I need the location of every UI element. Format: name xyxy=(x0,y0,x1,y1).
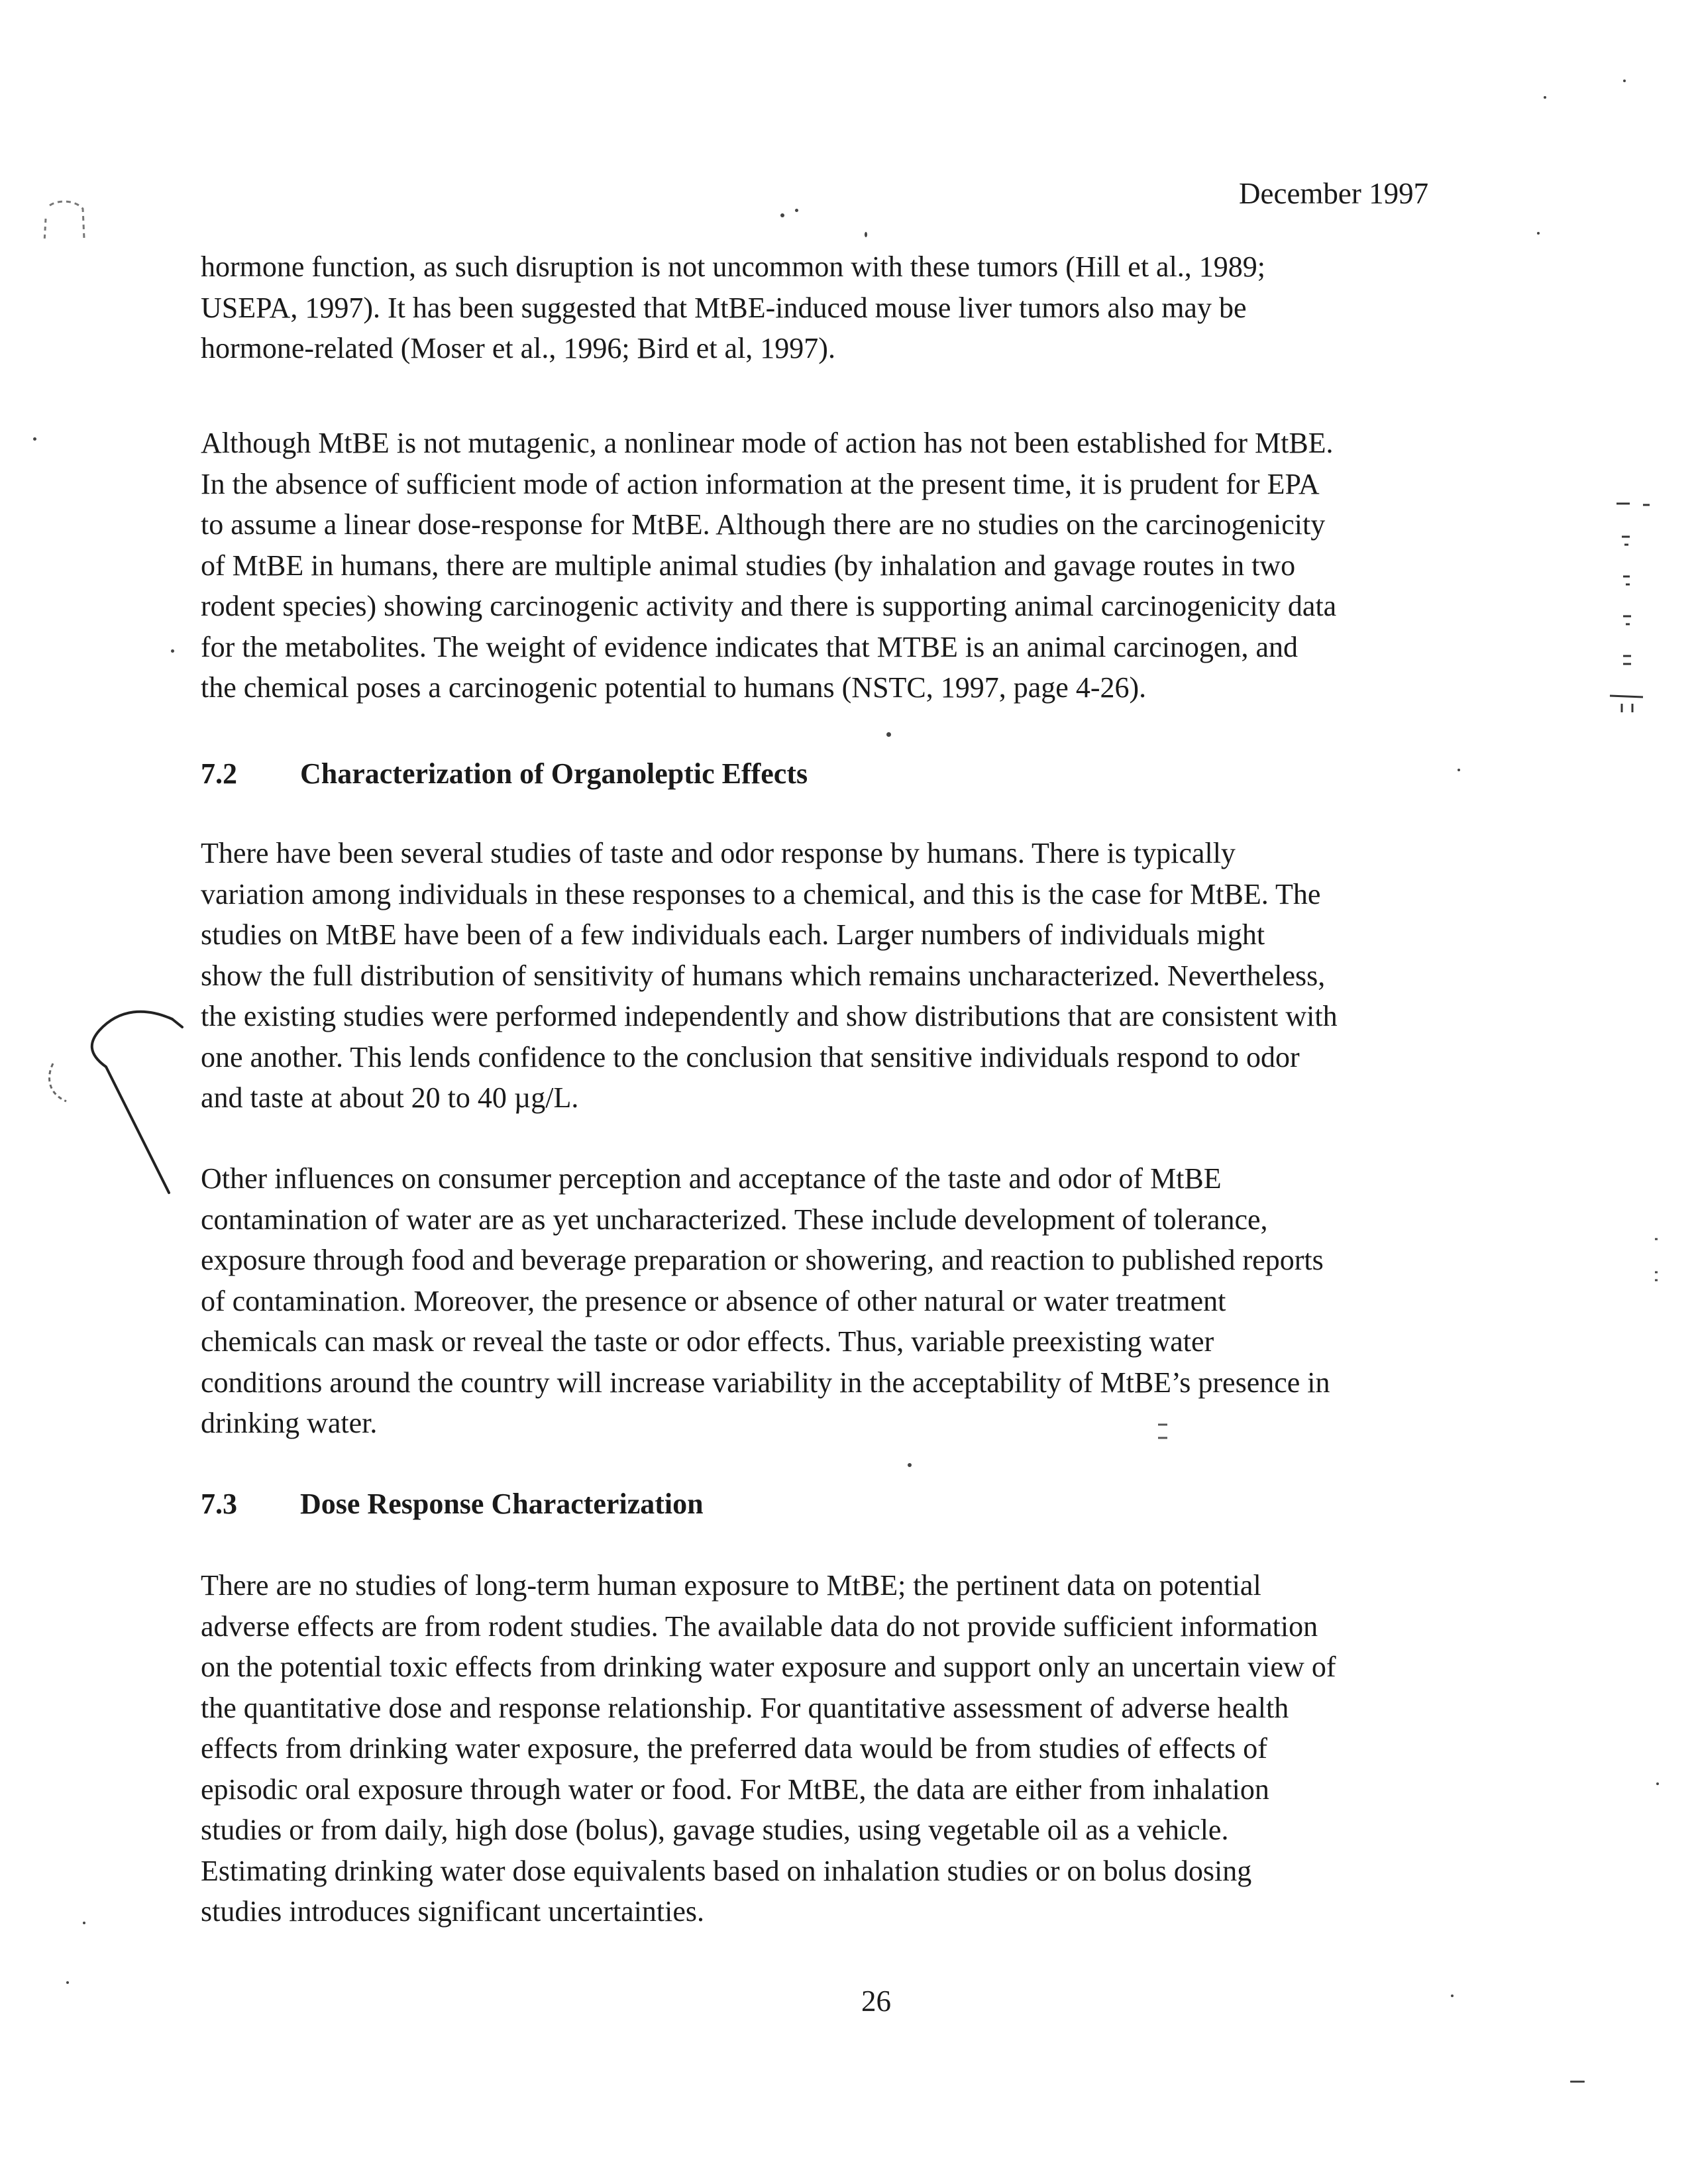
text-line: and taste at about 20 to 40 µg/L. xyxy=(201,1081,579,1114)
text-line: show the full distribution of sensitivity of humans which remains uncharacterized. Nevertheless, xyxy=(201,959,1326,992)
scan-speck xyxy=(171,649,174,653)
text-line: adverse effects are from rodent studies. The available data do not provide sufficient information xyxy=(201,1610,1318,1643)
scan-speck xyxy=(83,1922,85,1924)
scan-speck xyxy=(908,1463,912,1467)
text-line: There have been several studies of taste and odor response by humans. There is typically xyxy=(201,837,1236,869)
scan-speck xyxy=(66,1981,69,1984)
paragraph-consumer-perception xyxy=(201,1158,1539,1444)
text-line: In the absence of sufficient mode of action information at the present time, it is prudent for EPA xyxy=(201,467,1320,500)
scan-speck xyxy=(33,437,36,441)
scan-speck xyxy=(1544,96,1546,99)
text-line: Estimating drinking water dose equivalents based on inhalation studies or on bolus dosing xyxy=(201,1854,1252,1887)
text-line: on the potential toxic effects from drinking water exposure and support only an uncertain view of xyxy=(201,1651,1336,1683)
text-line: of contamination. Moreover, the presence or absence of other natural or water treatment xyxy=(201,1284,1226,1317)
text-line: studies on MtBE have been of a few individuals each. Larger numbers of individuals might xyxy=(201,918,1265,951)
text-line: hormone-related (Moser et al., 1996; Bird et al, 1997). xyxy=(201,332,835,364)
text-line: one another. This lends confidence to the conclusion that sensitive individuals respond to odor xyxy=(201,1040,1300,1073)
scan-speck xyxy=(1623,80,1626,82)
text-line: studies introduces significant uncertainties. xyxy=(201,1895,705,1928)
scan-speck xyxy=(886,732,891,737)
text-line: effects from drinking water exposure, the preferred data would be from studies of effects of xyxy=(201,1732,1267,1765)
text-line: exposure through food and beverage preparation or showering, and reaction to published reports xyxy=(201,1244,1324,1276)
text-line: conditions around the country will increase variability in the acceptability of MtBE’s presence in xyxy=(201,1366,1330,1399)
paragraph-mode-of-action xyxy=(201,423,1539,708)
text-line: to assume a linear dose-response for MtBE. Although there are no studies on the carcinogenicity xyxy=(201,508,1326,541)
scan-speck xyxy=(795,209,798,212)
scan-speck xyxy=(1537,232,1540,235)
scan-speck xyxy=(780,213,784,217)
text-line: of MtBE in humans, there are multiple animal studies (by inhalation and gavage routes in two xyxy=(201,549,1296,582)
text-line: USEPA, 1997). It has been suggested that MtBE-induced mouse liver tumors also may be xyxy=(201,291,1247,324)
text-line: episodic oral exposure through water or food. For MtBE, the data are either from inhalation xyxy=(201,1773,1269,1806)
text-line: the chemical poses a carcinogenic potential to humans (NSTC, 1997, page 4-26). xyxy=(201,671,1147,704)
section-heading-7-2 xyxy=(201,754,808,794)
text-line: rodent species) showing carcinogenic activity and there is supporting animal carcinogenicity data xyxy=(201,590,1337,622)
right-margin-marks-lower xyxy=(1643,1232,1670,1299)
text-line: the existing studies were performed independently and show distributions that are consistent with xyxy=(201,1000,1338,1032)
text-line: hormone function, as such disruption is not uncommon with these tumors (Hill et al., 1989; xyxy=(201,250,1266,283)
section-title: Dose Response Characterization xyxy=(300,1488,704,1520)
text-line: drinking water. xyxy=(201,1407,378,1439)
inline-dash-mark xyxy=(1153,1418,1173,1451)
scan-speck xyxy=(1458,769,1460,771)
paragraph-dose-response xyxy=(201,1565,1539,1932)
section-number: 7.3 xyxy=(201,1488,237,1520)
paragraph-hormone-function xyxy=(201,246,1539,369)
text-line: chemicals can mask or reveal the taste or odor effects. Thus, variable preexisting water xyxy=(201,1325,1214,1358)
scan-speck xyxy=(1451,1994,1454,1997)
text-line: Other influences on consumer perception and acceptance of the taste and odor of MtBE xyxy=(201,1162,1222,1195)
text-line: There are no studies of long-term human exposure to MtBE; the pertinent data on potential xyxy=(201,1569,1261,1602)
section-heading-7-3 xyxy=(201,1484,704,1524)
scan-artifact-mark xyxy=(36,195,103,255)
page-number: 26 xyxy=(861,1985,891,2018)
scan-speck xyxy=(1656,1782,1659,1785)
section-number: 7.2 xyxy=(201,757,237,790)
scan-speck xyxy=(865,232,867,237)
section-title: Characterization of Organoleptic Effects xyxy=(300,757,808,790)
text-line: studies or from daily, high dose (bolus), gavage studies, using vegetable oil as a vehicle. xyxy=(201,1814,1229,1846)
right-margin-marks xyxy=(1603,497,1656,729)
scan-speck xyxy=(1570,2081,1585,2083)
margin-bracket-mark xyxy=(40,994,192,1213)
text-line: variation among individuals in these responses to a chemical, and this is the case for MtBE. The xyxy=(201,877,1321,910)
text-line: for the metabolites. The weight of evidence indicates that MTBE is an animal carcinogen, and xyxy=(201,630,1298,663)
paragraph-taste-odor xyxy=(201,833,1539,1119)
text-line: contamination of water are as yet uncharacterized. These include development of tolerance, xyxy=(201,1203,1268,1236)
text-line: the quantitative dose and response relationship. For quantitative assessment of adverse health xyxy=(201,1691,1289,1724)
header-date: December 1997 xyxy=(1239,177,1429,210)
text-line: Although MtBE is not mutagenic, a nonlinear mode of action has not been established for MtBE. xyxy=(201,427,1334,459)
